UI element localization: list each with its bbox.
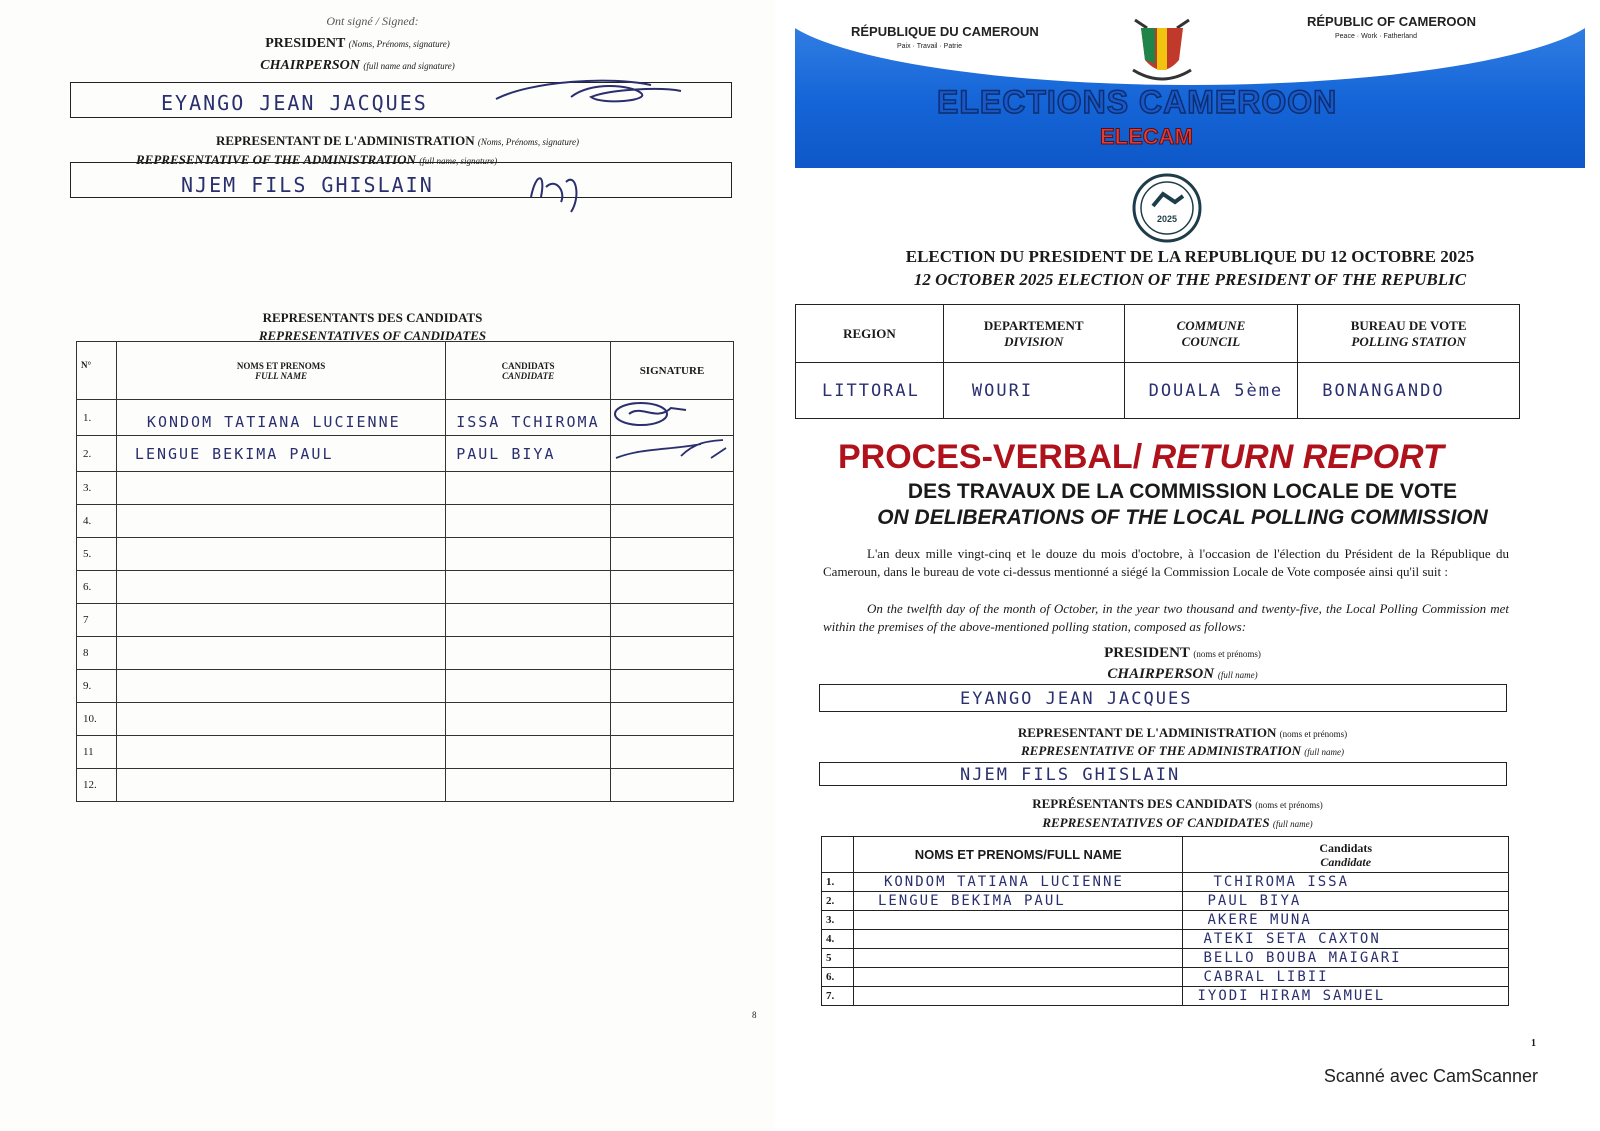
- table-row: 5 BELLO BOUBA MAIGARI: [822, 949, 1509, 968]
- polling-station-value[interactable]: BONANGANDO: [1298, 363, 1520, 419]
- president-field[interactable]: [70, 82, 732, 118]
- r-header-candidate: Candidats Candidate: [1183, 837, 1509, 873]
- admin-rep-label: REPRESENTANT DE L'ADMINISTRATION (Noms, Prénoms, signature): [215, 133, 580, 148]
- signed-label: Ont signé / Signed:: [326, 14, 419, 28]
- table-row: 4.: [77, 505, 734, 538]
- table-row: [77, 400, 734, 436]
- r-cand-title: REPRÉSENTANTS DES CANDIDATS (noms et prénoms): [1032, 796, 1323, 811]
- row-candidate[interactable]: ISSA TCHIROMA: [446, 400, 611, 436]
- r-admin-rep-label: REPRESENTANT DE L'ADMINISTRATION (noms et prénoms): [1017, 725, 1348, 740]
- r-cand-header-row: [822, 837, 1509, 873]
- intro-paragraph-fr: L'an deux mille vingt-cinq et le douze du mois d'octobre, à l'occasion de l'élection du Président de la République du Cameroun, dans le bureau de vote ci-dessus mentionné a siégé la Commission Locale de Vote composée ainsi qu'il suit :: [823, 546, 1509, 579]
- table-header-row: [77, 342, 734, 400]
- admin-rep-field[interactable]: [70, 162, 732, 198]
- header-signature: SIGNATURE: [610, 342, 733, 400]
- election-title-fr: ELECTION DU PRESIDENT DE LA REPUBLIQUE DU 12 OCTOBRE 2025: [905, 247, 1475, 266]
- table-row: 9.: [77, 670, 734, 703]
- r-row-name[interactable]: LENGUE BEKIMA PAUL: [853, 892, 1183, 911]
- table-row: 2. LENGUE BEKIMA PAUL PAUL BIYA: [822, 892, 1509, 911]
- r-candidates-table: [821, 836, 1509, 1006]
- table-row: 10.: [77, 703, 734, 736]
- signature-icon: [611, 400, 731, 430]
- table-row: 1. KONDOM TATIANA LUCIENNE TCHIROMA ISSA: [822, 873, 1509, 892]
- r-row-candidate[interactable]: AKERE MUNA: [1183, 911, 1509, 930]
- header-name: NOMS ET PRENOMS FULL NAME: [116, 342, 445, 400]
- table-row: 12.: [77, 769, 734, 802]
- r-header-name: NOMS ET PRENOMS/FULL NAME: [853, 837, 1183, 873]
- header-region: REGION: [796, 305, 944, 363]
- signature-icon: [611, 436, 731, 466]
- table-row: 3. AKERE MUNA: [822, 911, 1509, 930]
- row-signature[interactable]: [610, 400, 733, 436]
- coat-of-arms-icon: [1125, 14, 1199, 84]
- row-signature[interactable]: [610, 436, 733, 472]
- president-label: PRESIDENT (Noms, Prénoms, signature): [265, 36, 450, 51]
- location-header-row: [796, 305, 1520, 363]
- banner-sub: ELECAM: [1100, 124, 1193, 149]
- motto-fr: Paix · Travail · Patrie: [897, 43, 962, 50]
- r-president-handwritten: EYANGO JEAN JACQUES: [960, 689, 1193, 709]
- camscanner-footer: Scanné avec CamScanner: [1323, 1066, 1538, 1086]
- left-page-number: 8: [752, 1010, 757, 1020]
- table-row: 3.: [77, 472, 734, 505]
- report-title: PROCES-VERBAL/ RETURN REPORT: [838, 438, 1444, 476]
- table-row: 7: [77, 604, 734, 637]
- table-row: 8: [77, 637, 734, 670]
- r-row-candidate[interactable]: PAUL BIYA: [1183, 892, 1509, 911]
- r-admin-rep-handwritten: NJEM FILS GHISLAIN: [960, 765, 1181, 785]
- r-row-candidate[interactable]: CABRAL LIBII: [1183, 968, 1509, 987]
- left-page: [0, 0, 775, 1131]
- table-row: 6.: [77, 571, 734, 604]
- r-president-field[interactable]: [819, 684, 1507, 712]
- intro-paragraph-en: On the twelfth day of the month of October, in the year two thousand and twenty-five, the Local Polling Commission met within the premises of the above-mentioned polling station, composed as follows:: [823, 601, 1509, 634]
- row-number: 2.: [77, 436, 117, 472]
- r-row-candidate[interactable]: BELLO BOUBA MAIGARI: [1183, 949, 1509, 968]
- region-value[interactable]: LITTORAL: [796, 363, 944, 419]
- r-row-candidate[interactable]: TCHIROMA ISSA: [1183, 873, 1509, 892]
- emblem-year: 2025: [1156, 214, 1178, 224]
- r-president-label: PRESIDENT (noms et prénoms): [1104, 645, 1261, 661]
- admin-rep-en-label: REPRESENTATIVE OF THE ADMINISTRATION (full name, signature): [136, 152, 498, 167]
- division-value[interactable]: WOURI: [943, 363, 1124, 419]
- row-name[interactable]: LENGUE BEKIMA PAUL: [116, 436, 445, 472]
- right-page-number: 1: [1531, 1038, 1536, 1049]
- rep-en: RÉPUBLIC OF CAMEROON: [1307, 14, 1476, 29]
- report-subtitle-fr: DES TRAVAUX DE LA COMMISSION LOCALE DE VOTE: [907, 480, 1458, 503]
- r-cand-title-en: REPRESENTATIVES OF CANDIDATES (full name): [1042, 815, 1313, 830]
- row-candidate[interactable]: PAUL BIYA: [446, 436, 611, 472]
- header-polling-station: BUREAU DE VOTE POLLING STATION: [1298, 305, 1520, 363]
- table-row: 4. ATEKI SETA CAXTON: [822, 930, 1509, 949]
- r-row-candidate[interactable]: IYODI HIRAM SAMUEL: [1183, 987, 1509, 1006]
- council-value[interactable]: DOUALA 5ème: [1124, 363, 1298, 419]
- location-value-row: [796, 363, 1520, 419]
- election-emblem-icon: [1131, 172, 1203, 244]
- table-row: 11: [77, 736, 734, 769]
- r-admin-rep-en-label: REPRESENTATIVE OF THE ADMINISTRATION (full name): [1021, 743, 1344, 758]
- header-council: COMMUNE COUNCIL: [1124, 305, 1298, 363]
- admin-rep-handwritten: NJEM FILS GHISLAIN: [181, 173, 434, 197]
- table-row: [77, 436, 734, 472]
- header-division: DEPARTEMENT DIVISION: [943, 305, 1124, 363]
- r-chairperson-label: CHAIRPERSON (full name): [1107, 666, 1258, 682]
- report-subtitle-en: ON DELIBERATIONS OF THE LOCAL POLLING COMMISSION: [877, 506, 1488, 529]
- president-signature-icon: [491, 71, 691, 121]
- candidates-table: [76, 341, 734, 802]
- banner-title: ELECTIONS CAMEROON: [937, 84, 1338, 120]
- chairperson-label: CHAIRPERSON (full name and signature): [260, 58, 455, 73]
- header-number: N°: [77, 342, 117, 400]
- r-row-name[interactable]: KONDOM TATIANA LUCIENNE: [853, 873, 1183, 892]
- elecam-banner: [795, 0, 1585, 168]
- location-table: [795, 304, 1520, 419]
- right-page: [795, 0, 1600, 1131]
- table-row: 5.: [77, 538, 734, 571]
- header-candidate: CANDIDATS CANDIDATE: [446, 342, 611, 400]
- election-title-en: 12 OCTOBER 2025 ELECTION OF THE PRESIDENT OF THE REPUBLIC: [913, 270, 1467, 289]
- motto-en: Peace · Work · Fatherland: [1335, 33, 1417, 40]
- president-handwritten: EYANGO JEAN JACQUES: [161, 91, 428, 115]
- r-row-candidate[interactable]: ATEKI SETA CAXTON: [1183, 930, 1509, 949]
- candidates-title: REPRESENTANTS DES CANDIDATS: [262, 310, 483, 325]
- row-name[interactable]: KONDOM TATIANA LUCIENNE: [116, 400, 445, 436]
- table-row: 6. CABRAL LIBII: [822, 968, 1509, 987]
- row-number: 1.: [77, 400, 117, 436]
- table-row: 7. IYODI HIRAM SAMUEL: [822, 987, 1509, 1006]
- rep-fr: RÉPUBLIQUE DU CAMEROUN: [851, 24, 1039, 39]
- admin-signature-icon: [521, 167, 601, 217]
- r-admin-rep-field[interactable]: [819, 762, 1507, 786]
- candidates-title-en: REPRESENTATIVES OF CANDIDATES: [258, 328, 487, 343]
